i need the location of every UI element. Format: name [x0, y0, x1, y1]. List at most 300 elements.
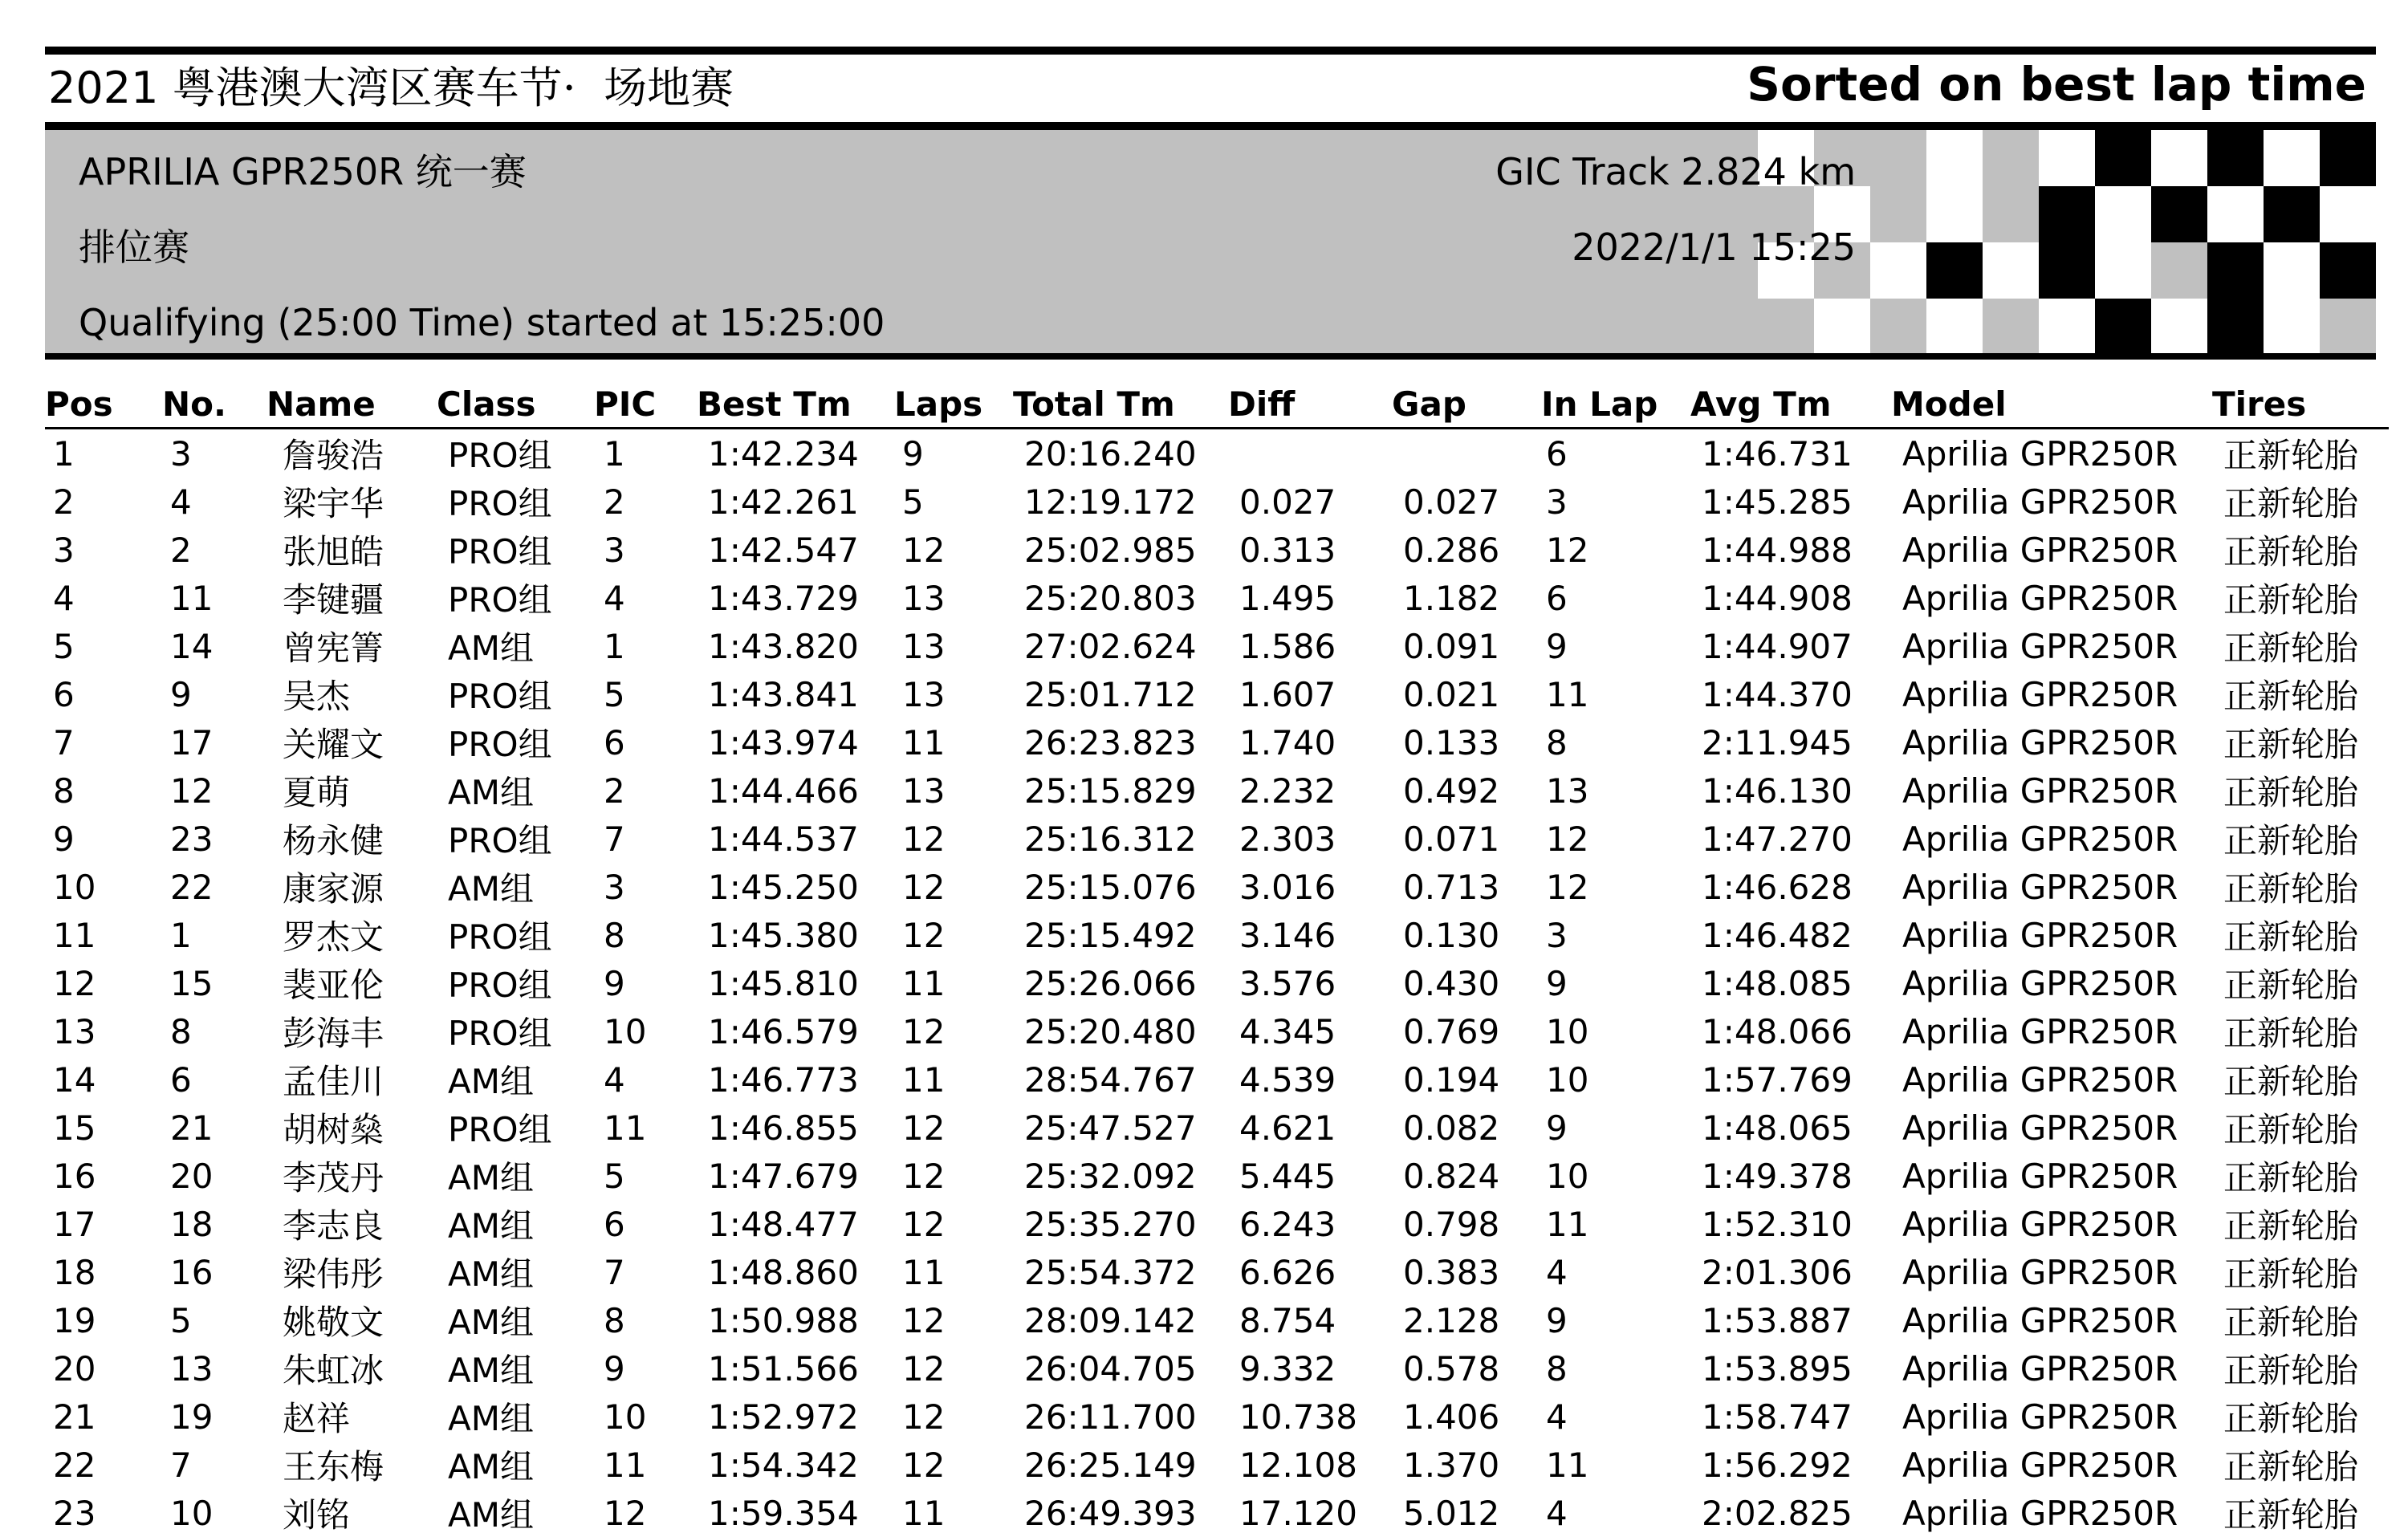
table-cell: 25:15.076 — [1024, 867, 1197, 907]
table-cell: 正新轮胎 — [2223, 1206, 2359, 1246]
table-cell: 26:04.705 — [1024, 1348, 1197, 1389]
table-cell: 朱虹冰 — [283, 1351, 384, 1390]
flag-square — [1870, 299, 1926, 353]
table-cell: 孟佳川 — [283, 1062, 384, 1101]
table-cell: 2 — [53, 482, 75, 522]
table-cell: 22 — [53, 1445, 96, 1485]
table-cell: Aprilia GPR250R — [1902, 1348, 2178, 1389]
title-text: 粤港澳大湾区赛车节· 场地赛 — [158, 63, 734, 113]
table-cell: 26:25.149 — [1024, 1445, 1197, 1485]
table-cell: 1:46.130 — [1702, 771, 1853, 811]
flag-square — [1814, 299, 1870, 353]
table-cell: 9 — [1546, 1108, 1568, 1148]
page-title — [48, 63, 734, 114]
table-cell: 李志良 — [283, 1206, 384, 1246]
table-cell: 刘铭 — [283, 1495, 351, 1535]
table-cell: 6 — [1546, 578, 1568, 618]
table-cell: 23 — [170, 819, 214, 859]
table-cell: 14 — [170, 626, 214, 666]
table-cell: PRO组 — [448, 1110, 552, 1149]
table-cell: 3 — [1546, 482, 1568, 522]
flag-square — [1983, 242, 2039, 299]
table-cell: 11 — [604, 1445, 647, 1485]
table-cell: Aprilia GPR250R — [1902, 915, 2178, 955]
flag-square — [1870, 242, 1926, 299]
table-cell: Aprilia GPR250R — [1902, 722, 2178, 762]
table-cell: Aprilia GPR250R — [1902, 867, 2178, 907]
table-cell: 1:46.482 — [1702, 915, 1853, 955]
column-header: Name — [266, 384, 376, 424]
table-cell: 12 — [902, 530, 946, 570]
table-cell: Aprilia GPR250R — [1902, 482, 2178, 522]
table-cell: 正新轮胎 — [2223, 725, 2359, 764]
table-cell: 17.120 — [1239, 1493, 1357, 1533]
table-cell: 11 — [902, 963, 946, 1003]
table-cell: 26:11.700 — [1024, 1397, 1197, 1437]
table-cell: 0.578 — [1403, 1348, 1500, 1389]
table-cell: 11 — [1546, 1204, 1589, 1244]
flag-square — [2039, 130, 2095, 186]
table-cell: 4 — [1546, 1397, 1568, 1437]
table-cell: 6 — [170, 1059, 192, 1100]
table-cell: 1:46.855 — [708, 1108, 859, 1148]
table-cell: 1:47.270 — [1702, 819, 1853, 859]
table-cell: Aprilia GPR250R — [1902, 1059, 2178, 1100]
table-cell: 18 — [53, 1252, 96, 1292]
table-cell: 4.345 — [1239, 1011, 1336, 1051]
table-cell: 12.108 — [1239, 1445, 1357, 1485]
table-cell: 1 — [53, 433, 75, 474]
table-cell: 10 — [1546, 1011, 1589, 1051]
sort-label: Sorted on best lap time — [1747, 57, 2366, 112]
table-cell: 1:54.342 — [708, 1445, 859, 1485]
table-cell: 20:16.240 — [1024, 433, 1197, 474]
table-cell: 1.740 — [1239, 722, 1336, 762]
table-cell: 康家源 — [283, 869, 384, 909]
table-cell: 李键疆 — [283, 580, 384, 620]
table-cell: 1:59.354 — [708, 1493, 859, 1533]
flag-square — [2095, 130, 2151, 186]
table-cell: 1:44.988 — [1702, 530, 1853, 570]
table-cell: Aprilia GPR250R — [1902, 1252, 2178, 1292]
table-row — [45, 574, 2389, 622]
flag-square — [2151, 242, 2207, 299]
table-cell: 25:02.985 — [1024, 530, 1197, 570]
table-row — [45, 718, 2389, 766]
flag-square — [2207, 299, 2264, 353]
table-cell: 12 — [604, 1493, 647, 1533]
table-row — [45, 1055, 2389, 1104]
table-cell: 12 — [1546, 530, 1589, 570]
table-cell: Aprilia GPR250R — [1902, 1397, 2178, 1437]
table-cell: AM组 — [448, 628, 534, 668]
header-rule — [45, 353, 2376, 360]
table-cell: 正新轮胎 — [2223, 1495, 2359, 1535]
table-cell: 正新轮胎 — [2223, 821, 2359, 860]
flag-square — [1926, 186, 1983, 242]
table-cell: 19 — [53, 1300, 96, 1340]
flag-square — [2264, 242, 2320, 299]
title-year: 2021 — [48, 63, 159, 113]
table-cell: 王东梅 — [283, 1447, 384, 1486]
table-cell: 1 — [604, 626, 625, 666]
table-cell: 1:43.974 — [708, 722, 859, 762]
table-cell: 4 — [170, 482, 192, 522]
table-cell: 8.754 — [1239, 1300, 1336, 1340]
flag-square — [1870, 186, 1926, 242]
table-cell: 25:32.092 — [1024, 1156, 1197, 1196]
table-cell: 2 — [604, 771, 625, 811]
table-cell: 5 — [604, 1156, 625, 1196]
table-cell: 1:48.860 — [708, 1252, 859, 1292]
column-header: Tires — [2212, 384, 2307, 424]
table-cell: 10 — [170, 1493, 214, 1533]
table-row — [45, 1489, 2389, 1537]
table-cell: 12 — [902, 1011, 946, 1051]
table-cell: 1:43.820 — [708, 626, 859, 666]
table-cell: 20 — [53, 1348, 96, 1389]
table-row — [45, 815, 2389, 863]
flag-square — [2039, 186, 2095, 242]
column-header: Total Tm — [1013, 384, 1175, 424]
table-cell: AM组 — [448, 773, 534, 812]
table-cell: Aprilia GPR250R — [1902, 1156, 2178, 1196]
table-cell: PRO组 — [448, 917, 552, 957]
table-cell: 15 — [53, 1108, 96, 1148]
table-cell: Aprilia GPR250R — [1902, 1011, 2178, 1051]
flag-square — [2095, 299, 2151, 353]
table-cell: 10 — [1546, 1059, 1589, 1100]
table-cell: 9 — [1546, 963, 1568, 1003]
table-cell: 12 — [902, 1108, 946, 1148]
table-cell: 8 — [1546, 722, 1568, 762]
table-cell: AM组 — [448, 1495, 534, 1535]
flag-square — [2264, 299, 2320, 353]
table-cell: 梁宇华 — [283, 484, 384, 523]
table-cell: 9 — [604, 963, 625, 1003]
table-cell: 23 — [53, 1493, 96, 1533]
flag-square — [2151, 299, 2207, 353]
table-cell: 1:56.292 — [1702, 1445, 1853, 1485]
table-cell: 1:42.234 — [708, 433, 859, 474]
table-cell: 1:45.380 — [708, 915, 859, 955]
flag-square — [1983, 299, 2039, 353]
table-cell: 12 — [902, 819, 946, 859]
table-cell: PRO组 — [448, 436, 552, 475]
flag-square — [1758, 299, 1814, 353]
table-cell: 9 — [53, 819, 75, 859]
flag-square — [1926, 299, 1983, 353]
table-cell: 1:44.537 — [708, 819, 859, 859]
column-header: Laps — [894, 384, 983, 424]
column-header: Model — [1891, 384, 2007, 424]
table-row — [45, 1393, 2389, 1441]
table-row — [45, 526, 2389, 574]
table-cell: 25:15.829 — [1024, 771, 1197, 811]
flag-square — [2264, 186, 2320, 242]
table-cell: 25:20.803 — [1024, 578, 1197, 618]
table-cell: 11 — [1546, 1445, 1589, 1485]
table-cell: AM组 — [448, 1206, 534, 1246]
table-row — [45, 1104, 2389, 1152]
column-header: Best Tm — [697, 384, 852, 424]
table-cell: 2.128 — [1403, 1300, 1500, 1340]
table-cell: 4 — [604, 1059, 625, 1100]
table-cell: 正新轮胎 — [2223, 773, 2359, 812]
table-cell: 9 — [1546, 1300, 1568, 1340]
table-cell: 12 — [902, 1348, 946, 1389]
series-name: APRILIA GPR250R 统一赛 — [79, 150, 527, 193]
table-cell: 0.091 — [1403, 626, 1500, 666]
session-datetime: 2022/1/1 15:25 — [1572, 226, 1856, 269]
table-cell: 3 — [53, 530, 75, 570]
table-cell: 2.303 — [1239, 819, 1336, 859]
table-cell: 0.313 — [1239, 530, 1336, 570]
top-rule — [45, 47, 2376, 55]
table-cell: 正新轮胎 — [2223, 1062, 2359, 1101]
title-rule — [45, 122, 2376, 130]
table-cell: 詹骏浩 — [283, 436, 384, 475]
table-cell: 彭海丰 — [283, 1014, 384, 1053]
results-table — [45, 380, 2389, 1537]
table-cell: 12 — [902, 1300, 946, 1340]
table-row — [45, 911, 2389, 959]
table-cell: PRO组 — [448, 580, 552, 620]
table-cell: 3 — [1546, 915, 1568, 955]
table-cell: 7 — [604, 1252, 625, 1292]
flag-square — [2320, 130, 2376, 186]
table-cell: 11 — [902, 1252, 946, 1292]
table-cell: 11 — [902, 1493, 946, 1533]
table-cell: AM组 — [448, 1062, 534, 1101]
table-cell: Aprilia GPR250R — [1902, 819, 2178, 859]
table-cell: Aprilia GPR250R — [1902, 1300, 2178, 1340]
table-cell: 11 — [1546, 674, 1589, 714]
table-cell: 12 — [902, 1156, 946, 1196]
table-cell: 1:53.895 — [1702, 1348, 1853, 1389]
flag-square — [1926, 130, 1983, 186]
table-cell: 12 — [1546, 819, 1589, 859]
table-cell: 2:02.825 — [1702, 1493, 1853, 1533]
table-cell: 1.607 — [1239, 674, 1336, 714]
table-cell: 张旭皓 — [283, 532, 384, 571]
table-row — [45, 1344, 2389, 1393]
table-cell: 胡树燊 — [283, 1110, 384, 1149]
column-header: Class — [437, 384, 536, 424]
table-cell: 12 — [53, 963, 96, 1003]
table-cell: 0.824 — [1403, 1156, 1500, 1196]
table-cell: 13 — [170, 1348, 214, 1389]
table-cell: 正新轮胎 — [2223, 1110, 2359, 1149]
table-cell: 10.738 — [1239, 1397, 1357, 1437]
table-cell: 3 — [170, 433, 192, 474]
table-cell: 李茂丹 — [283, 1158, 384, 1197]
table-cell: 2:11.945 — [1702, 722, 1853, 762]
table-cell: Aprilia GPR250R — [1902, 530, 2178, 570]
table-cell: 0.769 — [1403, 1011, 1500, 1051]
table-cell: 17 — [170, 722, 214, 762]
table-cell: 正新轮胎 — [2223, 917, 2359, 957]
flag-square — [2207, 242, 2264, 299]
table-cell: PRO组 — [448, 725, 552, 764]
table-cell: 0.071 — [1403, 819, 1500, 859]
table-cell: 5 — [170, 1300, 192, 1340]
table-cell: Aprilia GPR250R — [1902, 433, 2178, 474]
table-cell: 正新轮胎 — [2223, 532, 2359, 571]
table-cell: 正新轮胎 — [2223, 436, 2359, 475]
table-cell: 4 — [604, 578, 625, 618]
table-cell: 1:42.547 — [708, 530, 859, 570]
table-cell: 1:45.810 — [708, 963, 859, 1003]
table-row — [45, 670, 2389, 718]
table-cell: 1:46.731 — [1702, 433, 1853, 474]
table-cell: 7 — [53, 722, 75, 762]
table-cell: 6 — [604, 722, 625, 762]
table-row — [45, 863, 2389, 911]
table-cell: 6 — [604, 1204, 625, 1244]
flag-square — [1983, 130, 2039, 186]
table-cell: 2 — [604, 482, 625, 522]
table-cell: PRO组 — [448, 484, 552, 523]
table-row — [45, 1296, 2389, 1344]
table-cell: PRO组 — [448, 821, 552, 860]
table-cell: PRO组 — [448, 677, 552, 716]
table-cell: 正新轮胎 — [2223, 1158, 2359, 1197]
table-cell: 1:44.907 — [1702, 626, 1853, 666]
table-cell: AM组 — [448, 869, 534, 909]
flag-square — [2039, 299, 2095, 353]
table-cell: 19 — [170, 1397, 214, 1437]
flag-square — [1926, 242, 1983, 299]
table-cell: 1.182 — [1403, 578, 1500, 618]
track-info: GIC Track 2.824 km — [1495, 150, 1856, 193]
table-cell: Aprilia GPR250R — [1902, 1445, 2178, 1485]
table-cell: 1.495 — [1239, 578, 1336, 618]
column-header: Pos — [45, 384, 113, 424]
table-cell: 0.383 — [1403, 1252, 1500, 1292]
table-cell: AM组 — [448, 1399, 534, 1438]
table-row — [45, 766, 2389, 815]
table-cell: 0.027 — [1239, 482, 1336, 522]
table-cell: 11 — [902, 722, 946, 762]
table-cell: 1:43.841 — [708, 674, 859, 714]
table-cell: 12 — [902, 1204, 946, 1244]
flag-square — [2151, 130, 2207, 186]
table-cell: Aprilia GPR250R — [1902, 963, 2178, 1003]
table-cell: 8 — [604, 915, 625, 955]
table-cell: 10 — [1546, 1156, 1589, 1196]
table-cell: 1.370 — [1403, 1445, 1500, 1485]
table-cell: 26:49.393 — [1024, 1493, 1197, 1533]
table-cell: 正新轮胎 — [2223, 1014, 2359, 1053]
table-cell: 正新轮胎 — [2223, 1351, 2359, 1390]
table-cell: 夏萌 — [283, 773, 351, 812]
table-cell: 0.798 — [1403, 1204, 1500, 1244]
table-cell: 10 — [604, 1011, 647, 1051]
table-cell: 8 — [1546, 1348, 1568, 1389]
table-cell: 13 — [902, 578, 946, 618]
table-cell: 裴亚伦 — [283, 966, 384, 1005]
table-cell: 25:47.527 — [1024, 1108, 1197, 1148]
table-cell: 正新轮胎 — [2223, 677, 2359, 716]
table-cell: 2.232 — [1239, 771, 1336, 811]
table-cell: 1:44.466 — [708, 771, 859, 811]
table-cell: 17 — [53, 1204, 96, 1244]
table-cell: 1:44.908 — [1702, 578, 1853, 618]
table-cell: 吴杰 — [283, 677, 351, 716]
column-header: Avg Tm — [1690, 384, 1832, 424]
table-cell: 4 — [1546, 1493, 1568, 1533]
table-cell: 12 — [170, 771, 214, 811]
table-cell: 25:20.480 — [1024, 1011, 1197, 1051]
table-row — [45, 959, 2389, 1007]
column-header: No. — [162, 384, 226, 424]
table-cell — [1228, 429, 1392, 478]
table-cell: 14 — [53, 1059, 96, 1100]
table-cell: 0.713 — [1403, 867, 1500, 907]
column-header: PIC — [594, 384, 657, 424]
table-cell: 1:47.679 — [708, 1156, 859, 1196]
table-header-row — [45, 380, 2389, 429]
table-cell: 8 — [604, 1300, 625, 1340]
table-cell: 4.539 — [1239, 1059, 1336, 1100]
column-header: In Lap — [1541, 384, 1658, 424]
table-cell: 4 — [1546, 1252, 1568, 1292]
table-cell: 正新轮胎 — [2223, 484, 2359, 523]
table-cell: 4 — [53, 578, 75, 618]
table-cell: Aprilia GPR250R — [1902, 626, 2178, 666]
table-cell: 5 — [604, 674, 625, 714]
table-cell: 1:45.285 — [1702, 482, 1853, 522]
table-cell: 6 — [53, 674, 75, 714]
table-cell: 0.286 — [1403, 530, 1500, 570]
table-cell: Aprilia GPR250R — [1902, 771, 2178, 811]
table-cell: 0.082 — [1403, 1108, 1500, 1148]
table-row — [45, 1441, 2389, 1489]
table-cell: 关耀文 — [283, 725, 384, 764]
flag-square — [1870, 130, 1926, 186]
table-cell: 正新轮胎 — [2223, 1447, 2359, 1486]
table-cell: Aprilia GPR250R — [1902, 1204, 2178, 1244]
table-cell: 6 — [1546, 433, 1568, 474]
table-cell: 1:52.972 — [708, 1397, 859, 1437]
table-cell: 25:16.312 — [1024, 819, 1197, 859]
table-row — [45, 478, 2389, 526]
table-cell: PRO组 — [448, 1014, 552, 1053]
table-cell: 8 — [170, 1011, 192, 1051]
table-cell: Aprilia GPR250R — [1902, 674, 2178, 714]
table-cell: 1:49.378 — [1702, 1156, 1853, 1196]
table-cell: 13 — [902, 771, 946, 811]
table-cell: 21 — [170, 1108, 214, 1148]
table-cell: 3.146 — [1239, 915, 1336, 955]
table-cell: 8 — [53, 771, 75, 811]
table-cell: 0.492 — [1403, 771, 1500, 811]
table-cell: 1:48.085 — [1702, 963, 1853, 1003]
table-cell: 9 — [1546, 626, 1568, 666]
flag-square — [2320, 299, 2376, 353]
table-cell: 7 — [604, 819, 625, 859]
column-header: Diff — [1228, 384, 1296, 424]
table-cell: 22 — [170, 867, 214, 907]
table-cell: 20 — [170, 1156, 214, 1196]
table-cell: 13 — [902, 626, 946, 666]
table-cell: 1.586 — [1239, 626, 1336, 666]
table-cell: 赵祥 — [283, 1399, 351, 1438]
table-cell: 6.626 — [1239, 1252, 1336, 1292]
flag-square — [2095, 186, 2151, 242]
table-cell: 0.021 — [1403, 674, 1500, 714]
